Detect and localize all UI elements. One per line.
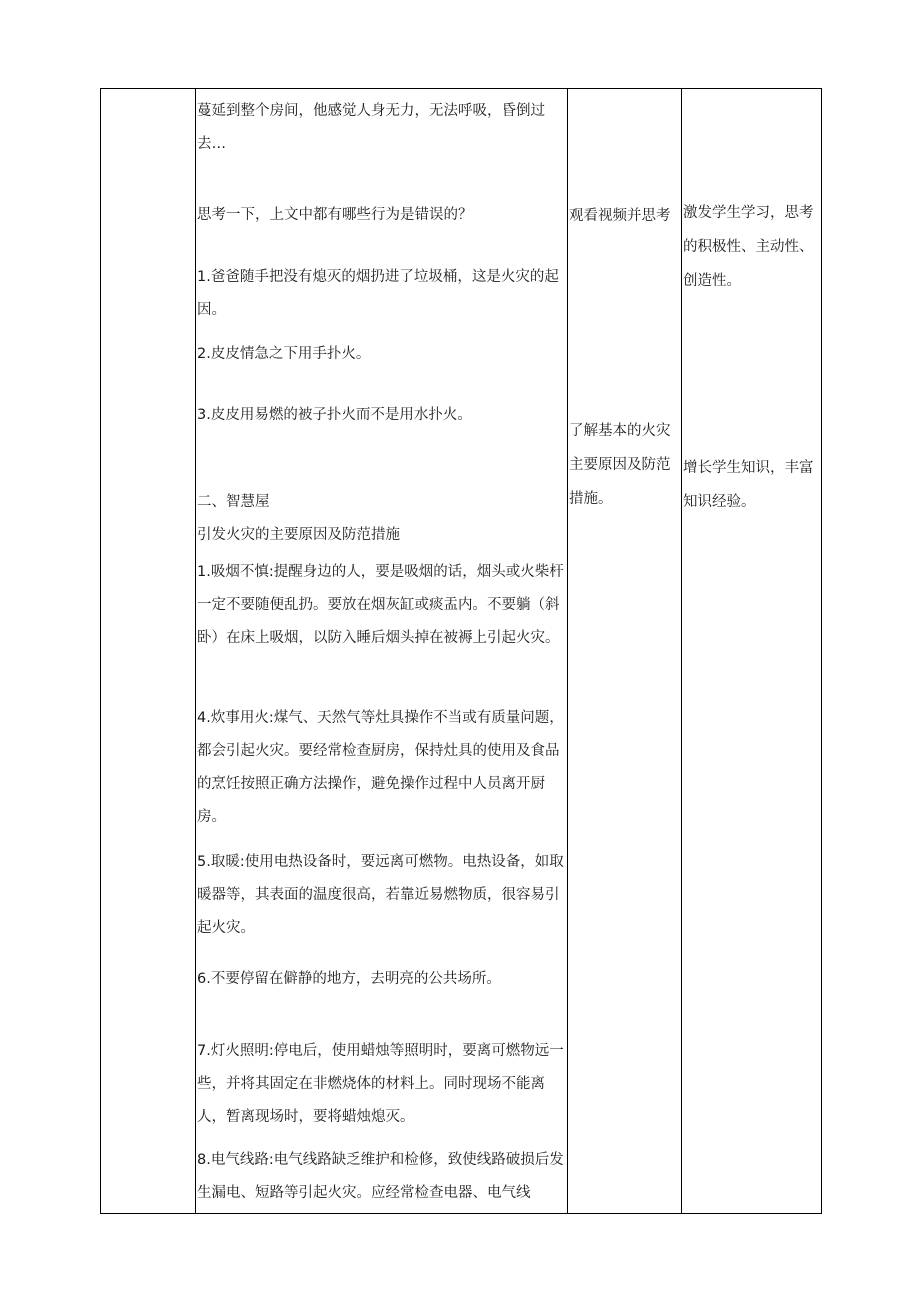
cause-cooking: 4.炊事用火:煤气、天然气等灶具操作不当或有质量问题，都会引起火灾。要经常检查厨房，保持灶具的使用及食品的烹饪按照正确方法操作，避免操作过程中人员离开厨房。 xyxy=(197,710,564,825)
cause-heating: 5.取暖:使用电热设备时，要远离可燃物。电热设备，如取暖器等，其表面的温度很高，若靠近易燃物质，很容易引起火灾。 xyxy=(197,854,564,936)
lesson-plan-table xyxy=(100,88,822,1214)
question-prompt: 思考一下，上文中都有哪些行为是错误的？ xyxy=(197,207,473,223)
design-purpose-cell xyxy=(682,89,822,1214)
student-activity-2: 了解基本的火灾主要原因及防范措施。 xyxy=(569,423,671,507)
wrong-behavior-3: 3.皮皮用易燃的被子扑火而不是用水扑火。 xyxy=(197,407,472,423)
story-continuation: 蔓延到整个房间，他感觉人身无力，无法呼吸，昏倒过去… xyxy=(197,103,545,152)
stage-column-cell xyxy=(101,89,196,1214)
cause-smoking: 1.吸烟不慎:提醒身边的人，要是吸烟的话，烟头或火柴杆一定不要随便乱扔。要放在烟灰缸或痰盂内。不要躺（斜卧）在床上吸烟，以防入睡后烟头掉在被褥上引起火灾。 xyxy=(197,564,564,646)
teaching-content-cell xyxy=(196,89,568,1214)
student-activity-cell xyxy=(568,89,682,1214)
design-purpose-2: 增长学生知识，丰富知识经验。 xyxy=(683,460,814,510)
wrong-behavior-2: 2.皮皮情急之下用手扑火。 xyxy=(197,346,371,362)
wrong-behavior-1: 1.爸爸随手把没有熄灭的烟扔进了垃圾桶，这是火灾的起因。 xyxy=(197,269,559,318)
table-row xyxy=(101,89,822,1214)
section-subheading: 引发火灾的主要原因及防范措施 xyxy=(197,527,400,543)
safety-tip: 6.不要停留在僻静的地方，去明亮的公共场所。 xyxy=(197,971,501,987)
design-purpose-1: 激发学生学习，思考的积极性、主动性、创造性。 xyxy=(683,205,814,289)
student-activity-1: 观看视频并思考 xyxy=(569,208,671,224)
cause-wiring: 8.电气线路:电气线路缺乏维护和检修，致使线路破损后发生漏电、短路等引起火灾。应经常检查电器、电气线 xyxy=(197,1152,564,1201)
cause-lighting: 7.灯火照明:停电后，使用蜡烛等照明时，要离可燃物远一些，并将其固定在非燃烧体的材料上。同时现场不能离人，暂离现场时，要将蜡烛熄灭。 xyxy=(197,1043,564,1125)
section-heading: 二、智慧屋 xyxy=(197,494,270,510)
